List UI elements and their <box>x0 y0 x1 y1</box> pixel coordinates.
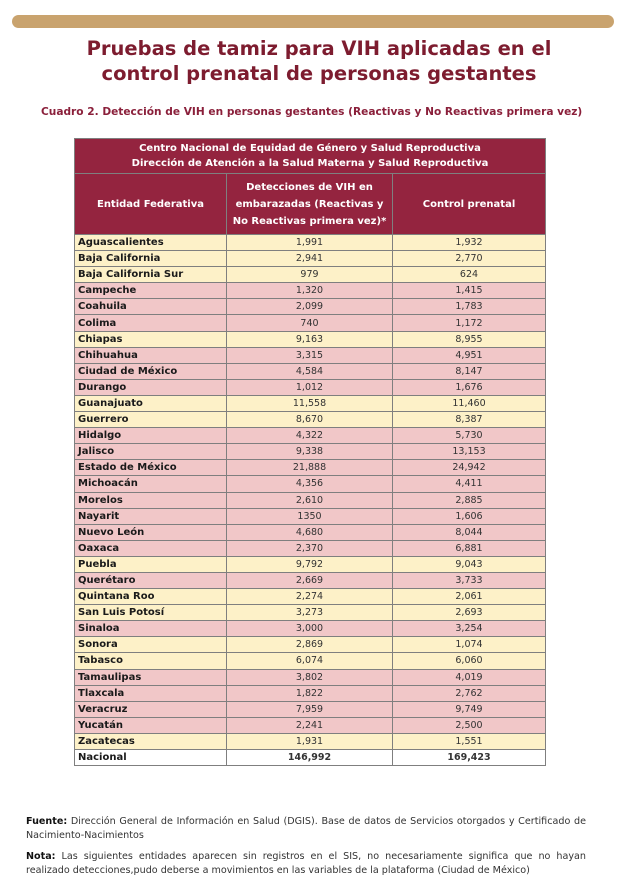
control-cell: 8,387 <box>393 412 546 428</box>
table-row <box>75 379 546 395</box>
detecciones-cell: 11,558 <box>227 395 393 411</box>
table-total-row <box>75 750 546 766</box>
state-cell: Colima <box>75 315 227 331</box>
state-cell: Aguascalientes <box>75 235 227 251</box>
detecciones-cell: 3,000 <box>227 621 393 637</box>
state-cell: Oaxaca <box>75 540 227 556</box>
state-cell: Sinaloa <box>75 621 227 637</box>
source-note <box>26 815 586 843</box>
control-cell: 1,074 <box>393 637 546 653</box>
detecciones-cell: 2,370 <box>227 540 393 556</box>
state-cell: Durango <box>75 379 227 395</box>
state-cell: Estado de México <box>75 460 227 476</box>
control-cell: 1,551 <box>393 733 546 749</box>
state-cell: Campeche <box>75 283 227 299</box>
table-row <box>75 428 546 444</box>
state-cell: Guanajuato <box>75 395 227 411</box>
state-cell: Puebla <box>75 556 227 572</box>
table-row <box>75 347 546 363</box>
detecciones-cell: 1,822 <box>227 685 393 701</box>
table-column-headers <box>75 174 546 235</box>
detecciones-cell: 6,074 <box>227 653 393 669</box>
control-cell: 2,885 <box>393 492 546 508</box>
table-row <box>75 701 546 717</box>
control-cell: 1,415 <box>393 283 546 299</box>
control-cell: 2,061 <box>393 589 546 605</box>
state-cell: Ciudad de México <box>75 363 227 379</box>
control-cell: 24,942 <box>393 460 546 476</box>
state-cell: Chiapas <box>75 331 227 347</box>
detecciones-cell: 2,610 <box>227 492 393 508</box>
table-row <box>75 267 546 283</box>
state-cell: Baja California Sur <box>75 267 227 283</box>
control-cell: 5,730 <box>393 428 546 444</box>
control-cell: 1,172 <box>393 315 546 331</box>
table-row <box>75 299 546 315</box>
state-cell: Querétaro <box>75 572 227 588</box>
state-cell: Veracruz <box>75 701 227 717</box>
state-cell: Tlaxcala <box>75 685 227 701</box>
column-header-control: Control prenatal <box>393 174 546 235</box>
state-cell: Tamaulipas <box>75 669 227 685</box>
state-cell: Coahuila <box>75 299 227 315</box>
detecciones-cell: 3,802 <box>227 669 393 685</box>
control-cell: 8,044 <box>393 524 546 540</box>
table-row <box>75 315 546 331</box>
table-row <box>75 492 546 508</box>
table-row <box>75 331 546 347</box>
state-cell: Guerrero <box>75 412 227 428</box>
state-cell: Morelos <box>75 492 227 508</box>
total-detecciones-cell: 146,992 <box>227 750 393 766</box>
detecciones-cell: 2,669 <box>227 572 393 588</box>
detecciones-cell: 7,959 <box>227 701 393 717</box>
detecciones-cell: 979 <box>227 267 393 283</box>
control-cell: 11,460 <box>393 395 546 411</box>
control-cell: 1,676 <box>393 379 546 395</box>
page-title <box>0 36 638 86</box>
detecciones-cell: 1,991 <box>227 235 393 251</box>
control-cell: 2,762 <box>393 685 546 701</box>
detecciones-cell: 9,792 <box>227 556 393 572</box>
note-label: Nota: <box>26 851 56 862</box>
control-cell: 2,500 <box>393 717 546 733</box>
table-row <box>75 621 546 637</box>
detecciones-cell: 1350 <box>227 508 393 524</box>
control-cell: 8,955 <box>393 331 546 347</box>
detecciones-cell: 9,163 <box>227 331 393 347</box>
source-label: Fuente: <box>26 816 68 827</box>
table-row <box>75 251 546 267</box>
state-cell: Tabasco <box>75 653 227 669</box>
control-cell: 1,932 <box>393 235 546 251</box>
state-cell: Baja California <box>75 251 227 267</box>
detecciones-cell: 4,356 <box>227 476 393 492</box>
table-row <box>75 605 546 621</box>
table-header-institution <box>75 139 546 174</box>
control-cell: 13,153 <box>393 444 546 460</box>
state-cell: San Luis Potosí <box>75 605 227 621</box>
detecciones-cell: 1,931 <box>227 733 393 749</box>
control-cell: 6,881 <box>393 540 546 556</box>
detecciones-cell: 1,320 <box>227 283 393 299</box>
control-cell: 4,411 <box>393 476 546 492</box>
state-cell: Nuevo León <box>75 524 227 540</box>
table-row <box>75 717 546 733</box>
state-cell: Nayarit <box>75 508 227 524</box>
table-row <box>75 685 546 701</box>
title-line-1: Pruebas de tamiz para VIH aplicadas en el <box>86 37 552 60</box>
control-cell: 2,770 <box>393 251 546 267</box>
detecciones-cell: 9,338 <box>227 444 393 460</box>
table-row <box>75 412 546 428</box>
detecciones-cell: 740 <box>227 315 393 331</box>
total-control-cell: 169,423 <box>393 750 546 766</box>
control-cell: 6,060 <box>393 653 546 669</box>
table-row <box>75 653 546 669</box>
table-body <box>75 235 546 766</box>
note <box>26 850 586 878</box>
decorative-top-bar <box>12 15 614 28</box>
control-cell: 4,951 <box>393 347 546 363</box>
column-header-entidad: Entidad Federativa <box>75 174 227 235</box>
control-cell: 3,733 <box>393 572 546 588</box>
institution-line-1: Centro Nacional de Equidad de Género y Salud Reproductiva <box>139 143 481 154</box>
column-header-detecciones: Detecciones de VIH en embarazadas (Reactivas y No Reactivas primera vez)* <box>227 174 393 235</box>
institution-header-cell <box>75 139 546 174</box>
control-cell: 2,693 <box>393 605 546 621</box>
table-row <box>75 235 546 251</box>
state-cell: Hidalgo <box>75 428 227 444</box>
title-line-2: control prenatal de personas gestantes <box>101 62 537 85</box>
table-row <box>75 283 546 299</box>
control-cell: 4,019 <box>393 669 546 685</box>
control-cell: 1,606 <box>393 508 546 524</box>
state-cell: Michoacán <box>75 476 227 492</box>
table-row <box>75 669 546 685</box>
detecciones-cell: 3,273 <box>227 605 393 621</box>
table-row <box>75 572 546 588</box>
institution-line-2: Dirección de Atención a la Salud Materna y Salud Reproductiva <box>131 158 489 169</box>
detecciones-cell: 3,315 <box>227 347 393 363</box>
table-row <box>75 395 546 411</box>
detecciones-cell: 1,012 <box>227 379 393 395</box>
detecciones-cell: 2,241 <box>227 717 393 733</box>
state-cell: Chihuahua <box>75 347 227 363</box>
detecciones-cell: 8,670 <box>227 412 393 428</box>
table-row <box>75 508 546 524</box>
detecciones-cell: 2,869 <box>227 637 393 653</box>
detecciones-cell: 4,322 <box>227 428 393 444</box>
total-label-cell: Nacional <box>75 750 227 766</box>
table-row <box>75 363 546 379</box>
table-row <box>75 476 546 492</box>
control-cell: 3,254 <box>393 621 546 637</box>
detecciones-cell: 4,680 <box>227 524 393 540</box>
state-cell: Quintana Roo <box>75 589 227 605</box>
note-text: Las siguientes entidades aparecen sin registros en el SIS, no necesariamente significa que no hayan realizado detecciones,pudo deberse a movimientos en las variables de la plataforma (Ciudad de México) <box>26 851 586 876</box>
control-cell: 1,783 <box>393 299 546 315</box>
detecciones-cell: 2,941 <box>227 251 393 267</box>
table-row <box>75 637 546 653</box>
table-row <box>75 540 546 556</box>
table-row <box>75 733 546 749</box>
control-cell: 624 <box>393 267 546 283</box>
table-row <box>75 444 546 460</box>
table-row <box>75 460 546 476</box>
state-cell: Jalisco <box>75 444 227 460</box>
state-cell: Yucatán <box>75 717 227 733</box>
state-cell: Zacatecas <box>75 733 227 749</box>
detecciones-cell: 2,274 <box>227 589 393 605</box>
detecciones-cell: 4,584 <box>227 363 393 379</box>
detecciones-cell: 2,099 <box>227 299 393 315</box>
table-caption: Cuadro 2. Detección de VIH en personas gestantes (Reactivas y No Reactivas primera vez) <box>41 106 583 118</box>
control-cell: 9,749 <box>393 701 546 717</box>
detecciones-cell: 21,888 <box>227 460 393 476</box>
state-cell: Sonora <box>75 637 227 653</box>
control-cell: 9,043 <box>393 556 546 572</box>
control-cell: 8,147 <box>393 363 546 379</box>
table-row <box>75 524 546 540</box>
source-text: Dirección General de Información en Salud (DGIS). Base de datos de Servicios otorgados y Certificado de Nacimiento-Nacimientos <box>26 816 586 841</box>
table-row <box>75 589 546 605</box>
table-row <box>75 556 546 572</box>
data-table <box>74 138 546 766</box>
